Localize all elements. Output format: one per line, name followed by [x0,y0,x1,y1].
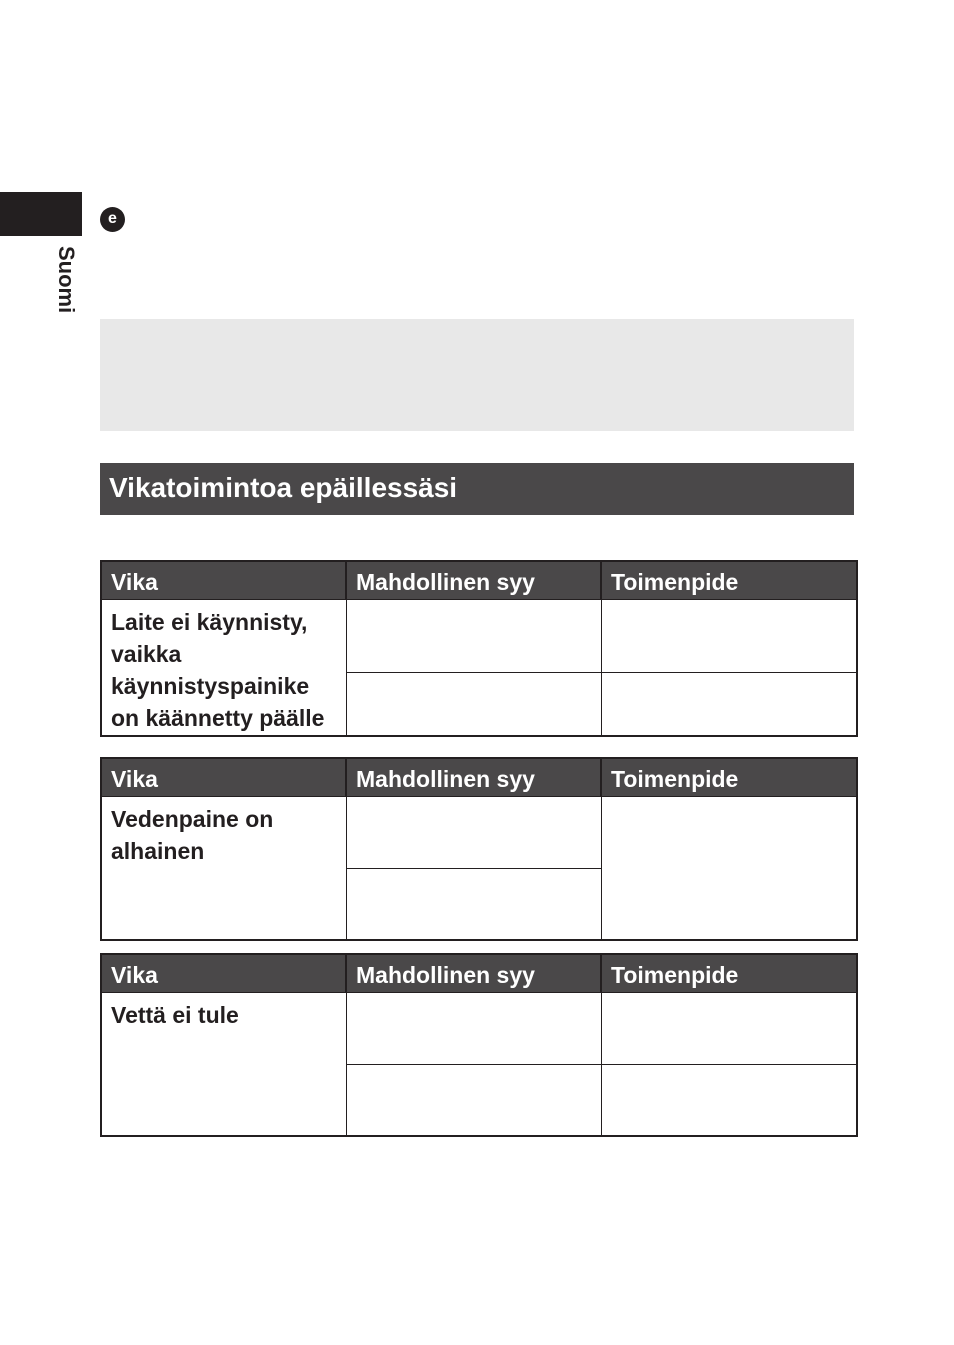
fault-cell: Vettä ei tule [101,992,346,1136]
table-row [101,992,857,1064]
header-fault: Vika [101,758,346,796]
header-action: Toimenpide [601,954,857,992]
language-tab [0,192,82,236]
action-cell [601,1064,857,1136]
header-cause: Mahdollinen syy [346,758,601,796]
cause-cell [346,868,601,940]
language-e-icon: e [100,207,125,232]
action-cell [601,796,857,940]
cause-cell [346,672,601,736]
cause-cell [346,796,601,868]
cause-cell [346,1064,601,1136]
action-cell [601,672,857,736]
header-action: Toimenpide [601,561,857,599]
troubleshooting-table-2 [100,757,858,941]
fault-cell: Vedenpaine on alhainen [101,796,346,940]
table-header-row [101,561,857,599]
section-title: Vikatoimintoa epäillessäsi [100,463,854,515]
header-fault: Vika [101,954,346,992]
header-cause: Mahdollinen syy [346,561,601,599]
cause-cell [346,599,601,672]
action-cell [601,992,857,1064]
header-fault: Vika [101,561,346,599]
table-row [101,599,857,672]
header-cause: Mahdollinen syy [346,954,601,992]
header-action: Toimenpide [601,758,857,796]
troubleshooting-table-3 [100,953,858,1137]
fault-cell: Laite ei käynnisty, vaikka käynnistyspainike on käännetty päälle [101,599,346,736]
table-header-row [101,758,857,796]
info-box [100,319,854,431]
language-label: Suomi [54,246,79,314]
cause-cell [346,992,601,1064]
troubleshooting-table-1 [100,560,858,737]
table-row [101,796,857,868]
action-cell [601,599,857,672]
table-header-row [101,954,857,992]
